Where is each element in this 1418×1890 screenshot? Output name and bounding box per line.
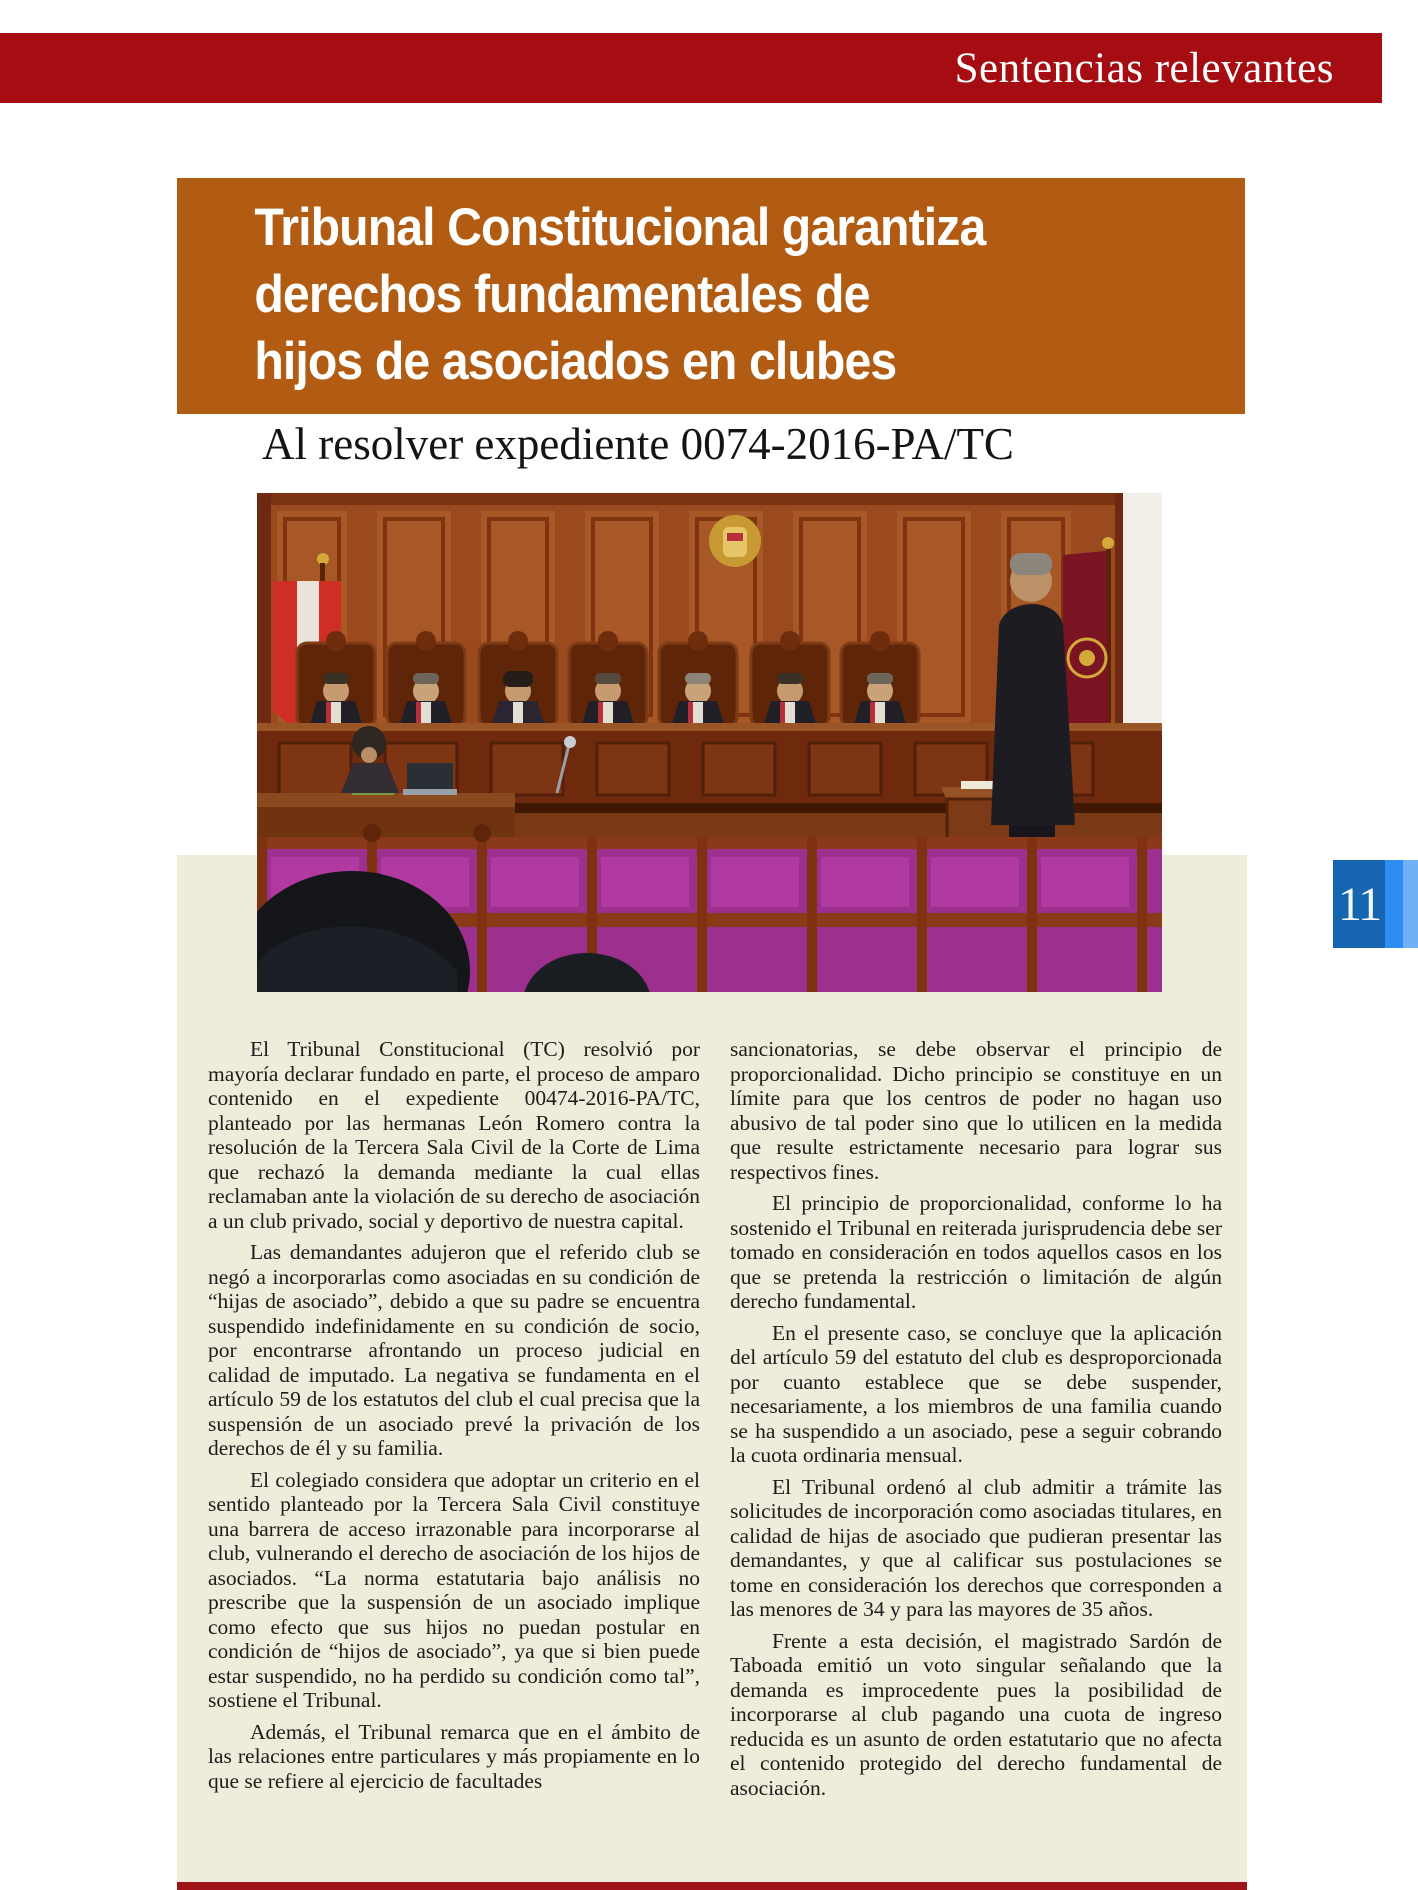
- paragraph: El principio de proporcionalidad, conforme lo ha sostenido el Tribunal en reiterada jurisprudencia debe ser tomado en consideración en todos aquellos casos en los que se pretenda la restricción o limitación de algún derecho fundamental.: [730, 1191, 1222, 1313]
- paragraph: Frente a esta decisión, el magistrado Sardón de Taboada emitió un voto singular señalando que la demanda es improcedente pues la posibilidad de incorporarse al club pagando una cuota de ingreso reducida es un asunto de orden estatutario que no afecta el contenido protegido del derecho fundamental de asociación.: [730, 1628, 1222, 1800]
- page-number: 11: [1333, 860, 1385, 948]
- paragraph: El Tribunal Constitucional (TC) resolvió por mayoría declarar fundado en parte, el proceso de amparo contenido en el expediente 00474-2016-PA/TC, planteado por las hermanas León Romero contra la resolución de la Tercera Sala Civil de la Corte de Lima que rechazó la demanda mediante la cual ellas reclamaban ante la violación de su derecho de asociación a un club privado, social y deportivo de nuestra capital.: [208, 1037, 700, 1233]
- article-title-box: [177, 178, 1245, 414]
- section-title: Sentencias relevantes: [954, 44, 1334, 92]
- badge-stripe-light: [1403, 860, 1418, 948]
- article-title-line-2: derechos fundamentales de: [254, 265, 870, 324]
- paragraph: El colegiado considera que adoptar un criterio en el sentido planteado por la Tercera Sala Civil constituye una barrera de acceso irrazonable para incorporarse al club, vulnerando el derecho de asociación de los hijos de asociados. “La norma estatutaria bajo análisis no prescribe que la suspensión de un asociado implique como efecto que sus hijos no puedan postular en condición de “hijos de asociado”, ya que si bien puede estar suspendido, no ha perdido su condición como tal”, sostiene el Tribunal.: [208, 1467, 700, 1712]
- paragraph: El Tribunal ordenó al club admitir a trámite las solicitudes de incorporación como asociadas titulares, en calidad de hijas de asociado que pudieran presentar las demandantes, y que al calificar sus postulaciones se tome en consideración los derechos que corresponden a las menores de 34 y para las mayores de 35 años.: [730, 1474, 1222, 1621]
- paragraph: En el presente caso, se concluye que la aplicación del artículo 59 del estatuto del club es desproporcionada por cuanto establece que se debe suspender, necesariamente, a los miembros de una familia cuando se ha suspendido a un asociado, pese a seguir cobrando la cuota ordinaria mensual.: [730, 1320, 1222, 1467]
- courtroom-photo-graphic: [257, 493, 1162, 992]
- article-body: [208, 1037, 1222, 1807]
- paragraph: Las demandantes adujeron que el referido club se negó a incorporarlas como asociadas en su condición de “hijas de asociado”, debido a que su padre se encuentra suspendido indefinidamente en su condición de socio, por encontrarse afrontando un proceso judicial en calidad de imputado. La negativa se fundamenta en el artículo 59 de los estatutos del club el cual precisa que la suspensión de un asociado prevé la privación de los derechos de él y su familia.: [208, 1240, 700, 1460]
- column-left: [208, 1037, 700, 1807]
- article-title-line-3: hijos de asociados en clubes: [254, 332, 897, 391]
- page-number-badge: [1333, 860, 1418, 948]
- coat-of-arms: [709, 515, 761, 567]
- article-title-line-1: Tribunal Constitucional garantiza: [254, 198, 986, 257]
- column-right: [730, 1037, 1222, 1807]
- courtroom-hearing-photo: [257, 493, 1162, 992]
- badge-stripe-mid: [1385, 860, 1403, 948]
- footer-bar: [177, 1882, 1247, 1890]
- paragraph: sancionatorias, se debe observar el principio de proporcionalidad. Dicho principio se constituye en un límite para que los centros de poder no hagan uso abusivo de tal poder sino que lo utilicen en la medida que resulte estrictamente necesario para lograr sus respectivos fines.: [730, 1037, 1222, 1184]
- article-subtitle: Al resolver expediente 0074-2016-PA/TC: [262, 419, 1014, 469]
- section-header-bar: [0, 33, 1382, 103]
- paragraph: Además, el Tribunal remarca que en el ámbito de las relaciones entre particulares y más propiamente en lo que se refiere al ejercicio de facultades: [208, 1719, 700, 1793]
